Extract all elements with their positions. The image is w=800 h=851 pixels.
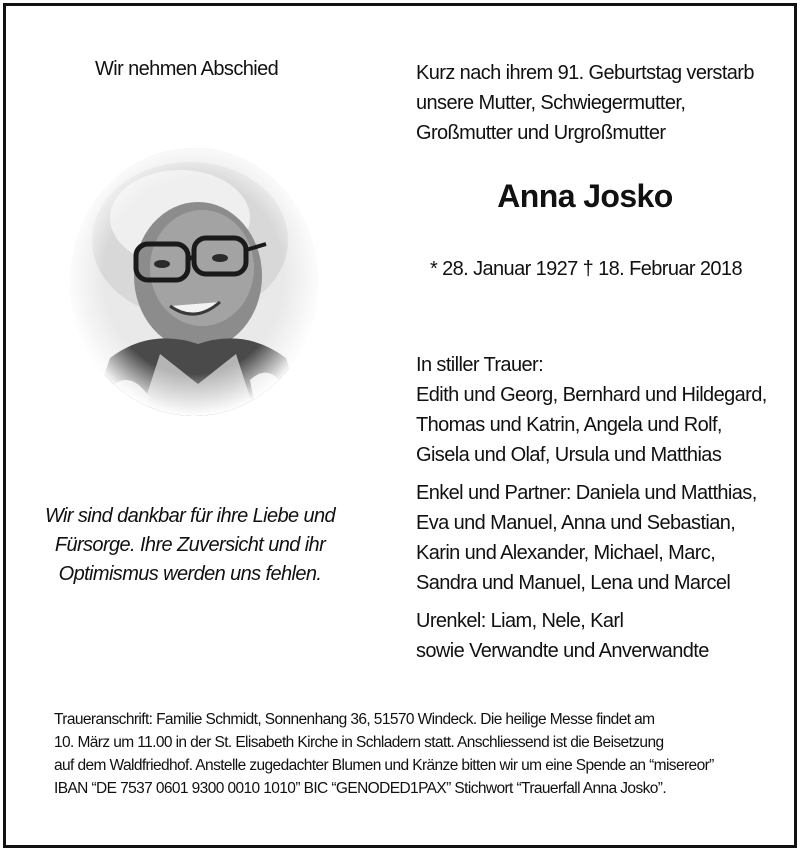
quote-line: Wir sind dankbar für ihre Liebe und bbox=[44, 505, 336, 527]
grandchildren-group bbox=[416, 478, 786, 598]
footer-line: 10. März um 11.00 in der St. Elisabeth Kirche in Schladern statt. Anschliessend ist die Beisetzung bbox=[54, 734, 664, 751]
mourner-line: Eva und Manuel, Anna und Sebastian, bbox=[416, 512, 736, 534]
footer-line: auf dem Waldfriedhof. Anstelle zugedachter Blumen und Kränze bitten wir um eine Spende an “misereor” bbox=[54, 757, 714, 774]
mourner-line: Gisela und Olaf, Ursula und Matthias bbox=[416, 444, 722, 466]
mourner-line: Edith und Georg, Bernhard und Hildegard, bbox=[416, 384, 767, 406]
great-grandchildren-group bbox=[416, 606, 786, 666]
intro-line: Kurz nach ihrem 91. Geburtstag verstarb bbox=[416, 62, 754, 84]
mourner-line: Karin und Alexander, Michael, Marc, bbox=[416, 542, 716, 564]
mourner-line: sowie Verwandte und Anverwandte bbox=[416, 640, 709, 662]
mourner-line: Urenkel: Liam, Nele, Karl bbox=[416, 610, 624, 632]
intro-text bbox=[416, 58, 754, 148]
deceased-name: Anna Josko bbox=[497, 178, 673, 214]
intro-line: unsere Mutter, Schwiegermutter, bbox=[416, 92, 686, 114]
quote-line: Fürsorge. Ihre Zuversicht und ihr bbox=[54, 534, 326, 556]
children-group bbox=[416, 350, 786, 470]
farewell-heading: Wir nehmen Abschied bbox=[95, 58, 279, 80]
intro-line: Großmutter und Urgroßmutter bbox=[416, 122, 666, 144]
footer-line: Traueranschrift: Familie Schmidt, Sonnenhang 36, 51570 Windeck. Die heilige Messe findet am bbox=[54, 711, 655, 728]
mourner-line: Enkel und Partner: Daniela und Matthias, bbox=[416, 482, 757, 504]
life-dates: * 28. Januar 1927 † 18. Februar 2018 bbox=[430, 258, 742, 280]
mourner-line: In stiller Trauer: bbox=[416, 354, 544, 376]
mourners-list bbox=[416, 350, 786, 674]
mourner-line: Thomas und Katrin, Angela und Rolf, bbox=[416, 414, 722, 436]
portrait-photo bbox=[70, 148, 318, 416]
quote bbox=[30, 502, 350, 589]
funeral-details bbox=[54, 708, 774, 800]
quote-line: Optimismus werden uns fehlen. bbox=[58, 563, 322, 585]
portrait-illustration bbox=[70, 148, 318, 416]
mourner-line: Sandra und Manuel, Lena und Marcel bbox=[416, 572, 731, 594]
footer-line: IBAN “DE 7537 0601 9300 0010 1010” BIC “GENODED1PAX” Stichwort “Trauerfall Anna Josko”. bbox=[54, 780, 667, 797]
